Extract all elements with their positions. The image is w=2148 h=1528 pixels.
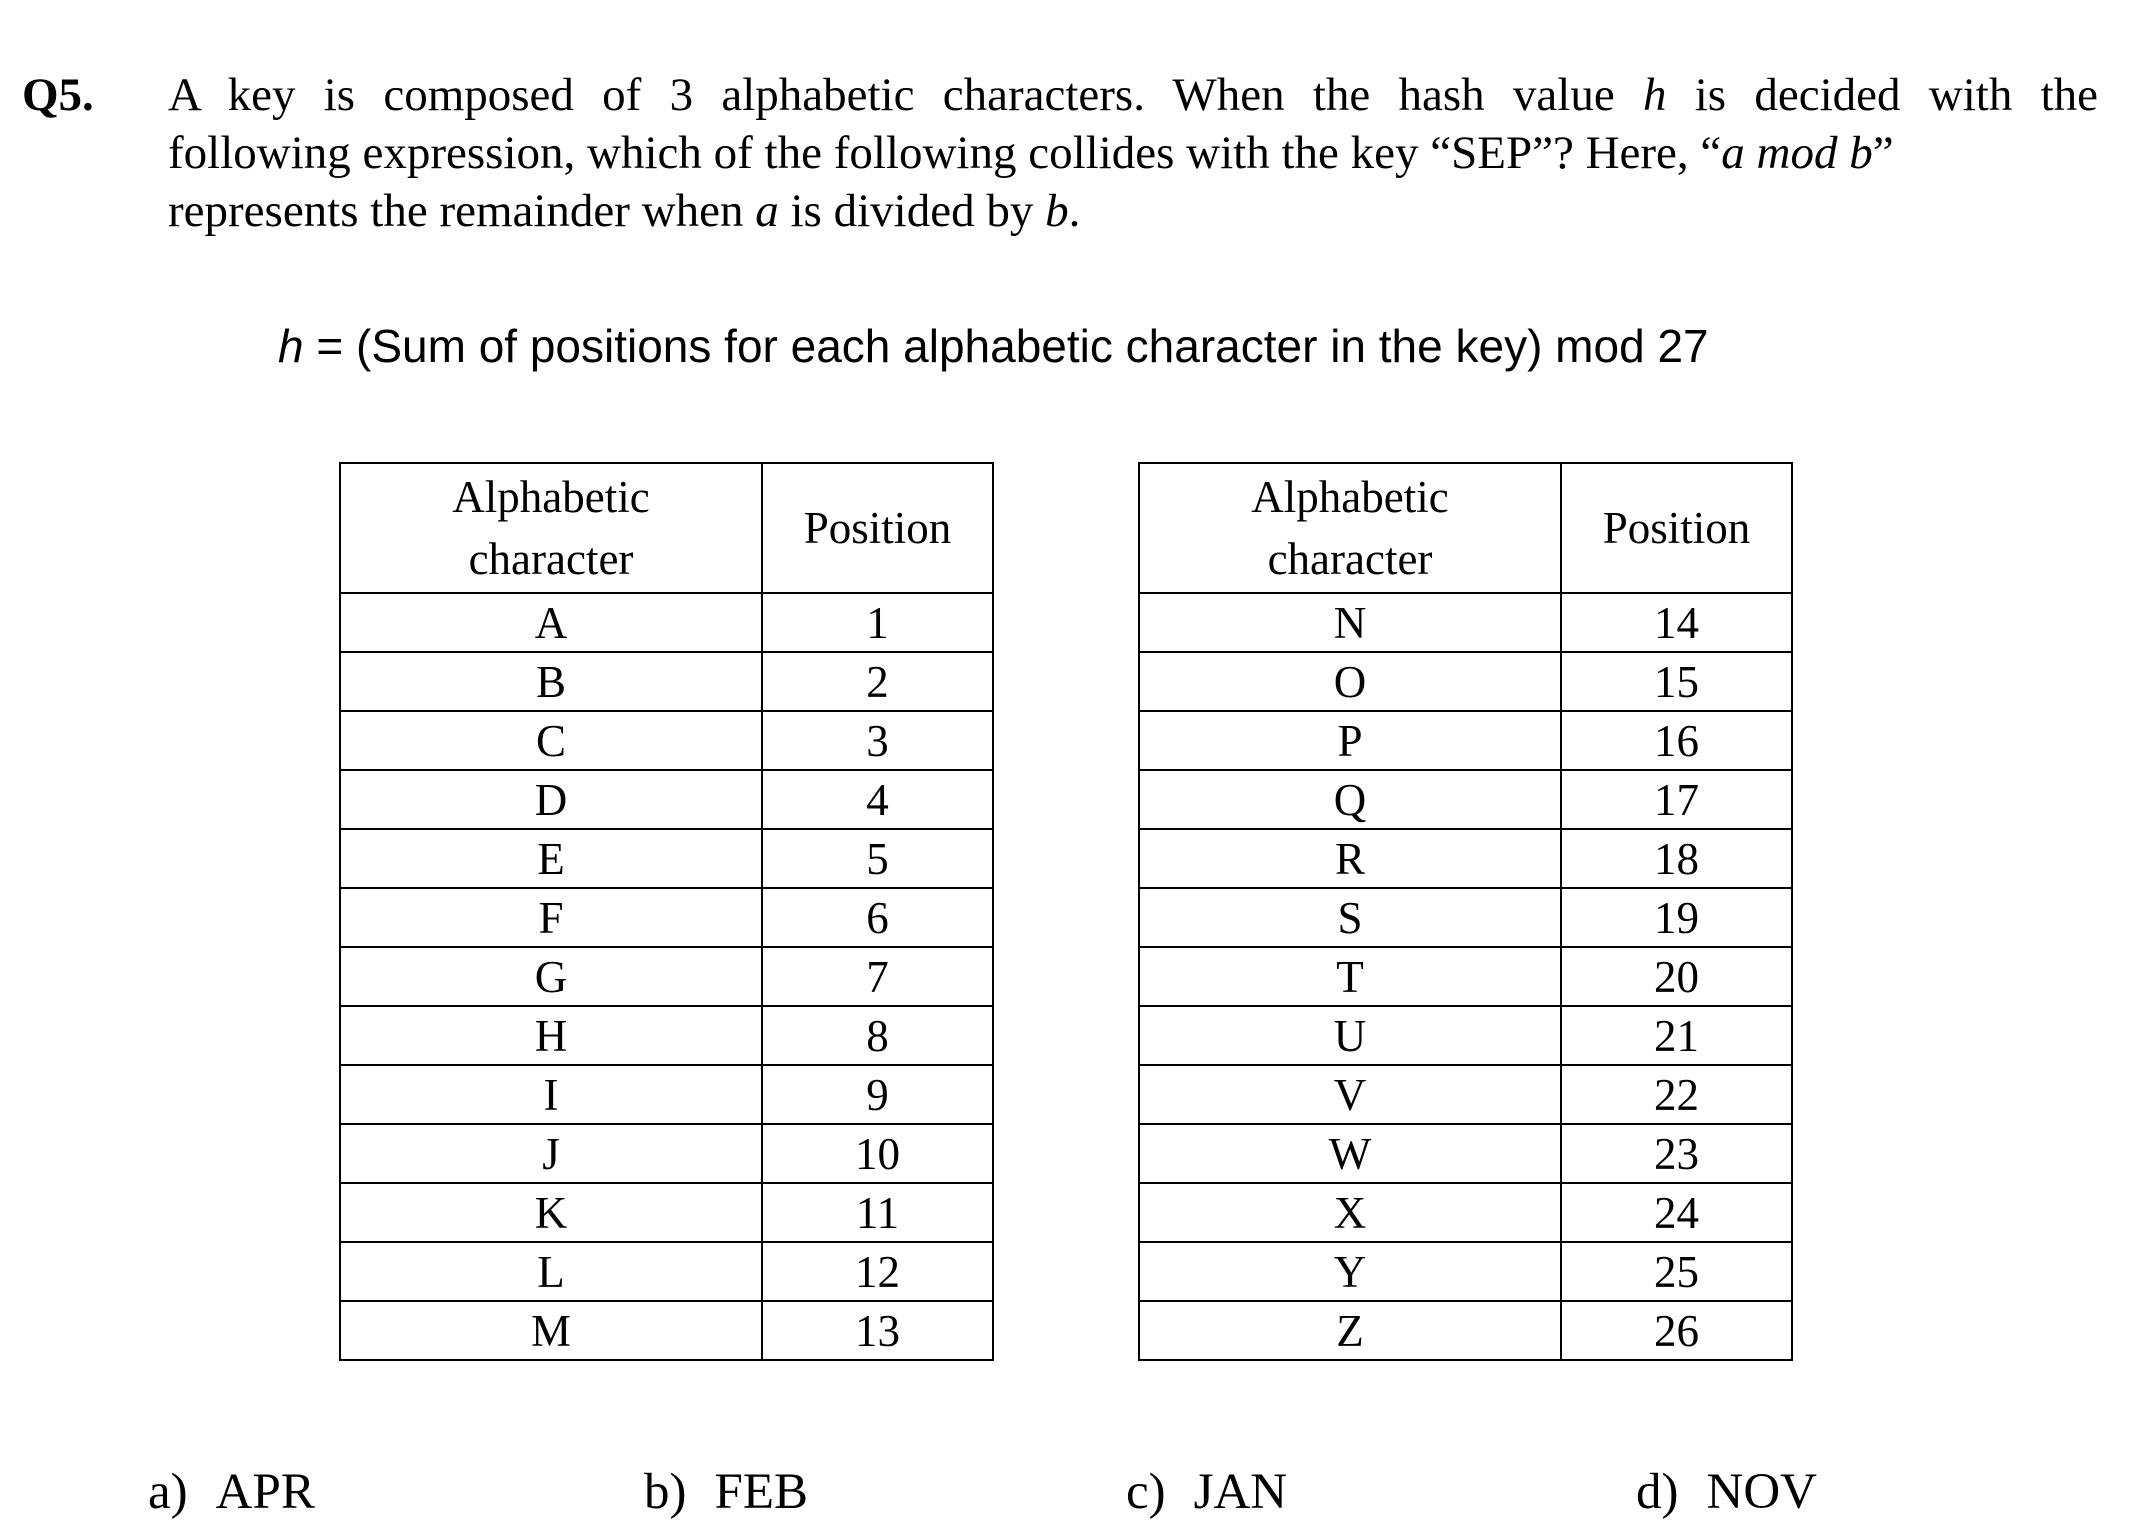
position-cell: 6: [762, 888, 993, 947]
table-row: [1139, 829, 1792, 888]
character-cell: T: [1139, 947, 1561, 1006]
table-row: [340, 593, 993, 652]
table-row: [340, 1301, 993, 1360]
character-cell: S: [1139, 888, 1561, 947]
table-row: [340, 888, 993, 947]
question-text: [168, 66, 2098, 240]
position-cell: 17: [1561, 770, 1792, 829]
character-cell: V: [1139, 1065, 1561, 1124]
position-cell: 1: [762, 593, 993, 652]
character-cell: O: [1139, 652, 1561, 711]
choice-c: c) JAN: [1126, 1464, 1288, 1520]
position-cell: 23: [1561, 1124, 1792, 1183]
character-cell: M: [340, 1301, 762, 1360]
character-cell: R: [1139, 829, 1561, 888]
choice-a: a) APR: [148, 1464, 315, 1520]
position-cell: 20: [1561, 947, 1792, 1006]
position-cell: 19: [1561, 888, 1792, 947]
table-row: [340, 947, 993, 1006]
position-cell: 16: [1561, 711, 1792, 770]
header-alphabetic-character: Alphabetic character: [340, 463, 762, 593]
character-cell: U: [1139, 1006, 1561, 1065]
table-row: [340, 1183, 993, 1242]
table-row: [1139, 1065, 1792, 1124]
header-alphabetic-character: Alphabetic character: [1139, 463, 1561, 593]
position-cell: 13: [762, 1301, 993, 1360]
question-line-1: A key is composed of 3 alphabetic characters. When the hash value h is decided with the: [168, 69, 2099, 121]
character-cell: E: [340, 829, 762, 888]
question-number: Q5.: [22, 69, 94, 121]
header-position: Position: [1561, 463, 1792, 593]
table-header-row: [340, 463, 993, 593]
position-cell: 3: [762, 711, 993, 770]
table-row: [1139, 593, 1792, 652]
position-cell: 22: [1561, 1065, 1792, 1124]
character-cell: H: [340, 1006, 762, 1065]
position-cell: 25: [1561, 1242, 1792, 1301]
position-cell: 24: [1561, 1183, 1792, 1242]
header-position: Position: [762, 463, 993, 593]
position-cell: 5: [762, 829, 993, 888]
character-cell: D: [340, 770, 762, 829]
table-row: [1139, 947, 1792, 1006]
table-row: [1139, 1183, 1792, 1242]
character-cell: I: [340, 1065, 762, 1124]
position-cell: 8: [762, 1006, 993, 1065]
hash-formula: h = (Sum of positions for each alphabetic character in the key) mod 27: [278, 320, 1709, 372]
position-cell: 4: [762, 770, 993, 829]
table-row: [340, 829, 993, 888]
position-cell: 12: [762, 1242, 993, 1301]
position-cell: 26: [1561, 1301, 1792, 1360]
character-cell: W: [1139, 1124, 1561, 1183]
position-cell: 14: [1561, 593, 1792, 652]
table-row: [340, 1065, 993, 1124]
character-cell: K: [340, 1183, 762, 1242]
cropped-previous-text: [0, 0, 2148, 8]
character-cell: C: [340, 711, 762, 770]
table-row: [1139, 1242, 1792, 1301]
character-cell: G: [340, 947, 762, 1006]
position-cell: 18: [1561, 829, 1792, 888]
question-line-3: represents the remainder when a is divided by b.: [168, 185, 1081, 237]
character-cell: A: [340, 593, 762, 652]
position-cell: 15: [1561, 652, 1792, 711]
table-row: [1139, 888, 1792, 947]
question-line-2: following expression, which of the following collides with the key “SEP”? Here, “a mod b”: [168, 127, 1894, 179]
table-row: [1139, 711, 1792, 770]
character-cell: Y: [1139, 1242, 1561, 1301]
table-row: [340, 652, 993, 711]
position-cell: 9: [762, 1065, 993, 1124]
table-row: [1139, 1124, 1792, 1183]
table-row: [340, 770, 993, 829]
table-row: [340, 1242, 993, 1301]
table-row: [1139, 652, 1792, 711]
character-cell: F: [340, 888, 762, 947]
choice-d: d) NOV: [1636, 1464, 1817, 1520]
character-cell: J: [340, 1124, 762, 1183]
character-cell: N: [1139, 593, 1561, 652]
position-cell: 7: [762, 947, 993, 1006]
character-cell: B: [340, 652, 762, 711]
character-cell: X: [1139, 1183, 1561, 1242]
table-row: [340, 711, 993, 770]
position-table-a-to-m: [339, 462, 994, 1361]
table-row: [1139, 1006, 1792, 1065]
position-cell: 21: [1561, 1006, 1792, 1065]
position-cell: 2: [762, 652, 993, 711]
character-cell: P: [1139, 711, 1561, 770]
table-row: [1139, 1301, 1792, 1360]
position-cell: 11: [762, 1183, 993, 1242]
character-cell: L: [340, 1242, 762, 1301]
table-header-row: [1139, 463, 1792, 593]
position-table-n-to-z: [1138, 462, 1793, 1361]
table-row: [340, 1006, 993, 1065]
character-cell: Z: [1139, 1301, 1561, 1360]
table-row: [340, 1124, 993, 1183]
position-cell: 10: [762, 1124, 993, 1183]
table-row: [1139, 770, 1792, 829]
choice-b: b) FEB: [644, 1464, 809, 1520]
character-cell: Q: [1139, 770, 1561, 829]
